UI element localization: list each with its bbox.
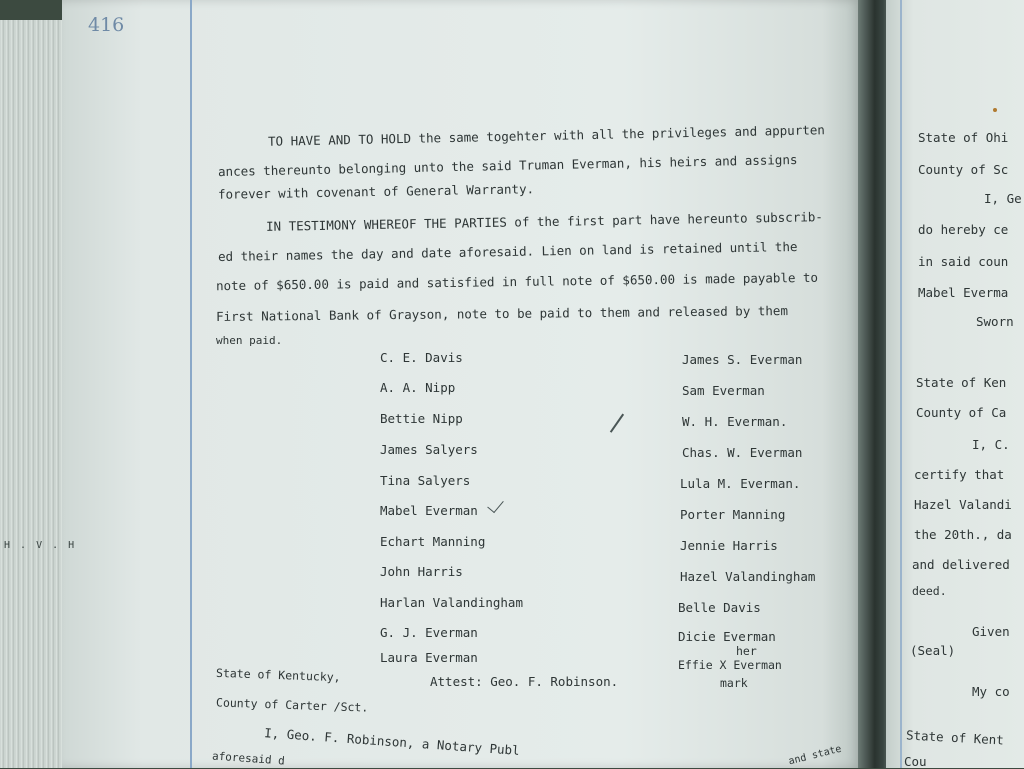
signature-right: Dicie Everman [678, 629, 776, 644]
signature-left: John Harris [380, 564, 463, 579]
mark-label: mark [720, 676, 748, 690]
signature-right: W. H. Everman. [682, 414, 788, 429]
mark-her: her [736, 644, 757, 658]
signature-left: G. J. Everman [380, 625, 478, 640]
attest-line: Attest: Geo. F. Robinson. [430, 674, 619, 689]
right-line: My co [972, 684, 1010, 699]
right-line: and delivered [912, 557, 1010, 572]
signature-left: Echart Manning [380, 534, 486, 549]
ack-line-3: I, Geo. F. Robinson, a Notary Publ [263, 725, 521, 758]
right-line: the 20th., da [914, 527, 1012, 542]
signature-right: Porter Manning [680, 507, 786, 522]
right-line: (Seal) [910, 643, 956, 658]
footer-fragment: and state [787, 743, 843, 768]
body-line-8: when paid. [216, 334, 283, 347]
body-line-5: ed their names the day and date aforesaid. Lien on land is retained until the [217, 238, 798, 265]
ack-line-4: aforesaid d [211, 749, 286, 768]
right-line: Cou [904, 754, 927, 769]
signature-left: Mabel Everman [380, 503, 478, 518]
right-line: certify that [914, 467, 1005, 482]
ack-line-1: State of Kentucky, [215, 665, 341, 685]
signature-right: Lula M. Everman. [680, 476, 801, 491]
signature-right: Hazel Valandingham [680, 569, 816, 584]
right-line: in said coun [918, 254, 1009, 269]
right-line: I, Ge [984, 191, 1022, 206]
signature-right: Chas. W. Everman [682, 445, 803, 460]
body-line-2: ances thereunto belonging unto the said Truman Everman, his heirs and assigns [217, 151, 798, 180]
signature-left: A. A. Nipp [380, 380, 456, 395]
body-line-1: TO HAVE AND TO HOLD the same togehter with all the privileges and appurten [267, 122, 826, 149]
right-line: State of Ohi [918, 130, 1009, 145]
margin-note: H . V . H [4, 540, 77, 551]
signature-left: Harlan Valandingham [380, 595, 523, 610]
right-line: I, C. [972, 437, 1010, 452]
right-line: State of Kent [905, 727, 1005, 748]
body-line-3: forever with covenant of General Warranty. [217, 181, 535, 202]
signature-left: Laura Everman [380, 650, 478, 665]
right-line: Sworn [976, 314, 1014, 329]
signature-left: Tina Salyers [380, 473, 471, 488]
ink-spot [993, 108, 997, 112]
right-line: Mabel Everma [918, 285, 1009, 300]
body-line-4: IN TESTIMONY WHEREOF THE PARTIES of the first part have hereunto subscrib- [265, 209, 823, 234]
right-line: Hazel Valandi [914, 497, 1012, 512]
right-line: deed. [912, 584, 947, 598]
signature-left: C. E. Davis [380, 350, 463, 365]
right-line: County of Sc [918, 162, 1009, 177]
ack-line-2: County of Carter /Sct. [215, 695, 369, 715]
right-margin-rule [900, 0, 902, 768]
body-line-6: note of $650.00 is paid and satisfied in full note of $650.00 is made payable to [215, 269, 819, 294]
right-line: do hereby ce [918, 222, 1009, 237]
right-line: Given [972, 624, 1010, 639]
signature-right: Jennie Harris [680, 538, 778, 553]
signature-right: James S. Everman [682, 352, 803, 367]
signature-right: Belle Davis [678, 600, 761, 615]
page-number: 416 [88, 14, 125, 36]
signature-right: Sam Everman [682, 383, 765, 398]
signature-left: James Salyers [380, 442, 478, 457]
margin-rule [190, 0, 192, 768]
body-line-7: First National Bank of Grayson, note to be paid to them and released by them [215, 303, 789, 324]
right-line: County of Ca [916, 405, 1007, 420]
mark-name: Effie X Everman [678, 658, 782, 672]
right-line: State of Ken [916, 375, 1007, 390]
signature-left: Bettie Nipp [380, 411, 463, 426]
